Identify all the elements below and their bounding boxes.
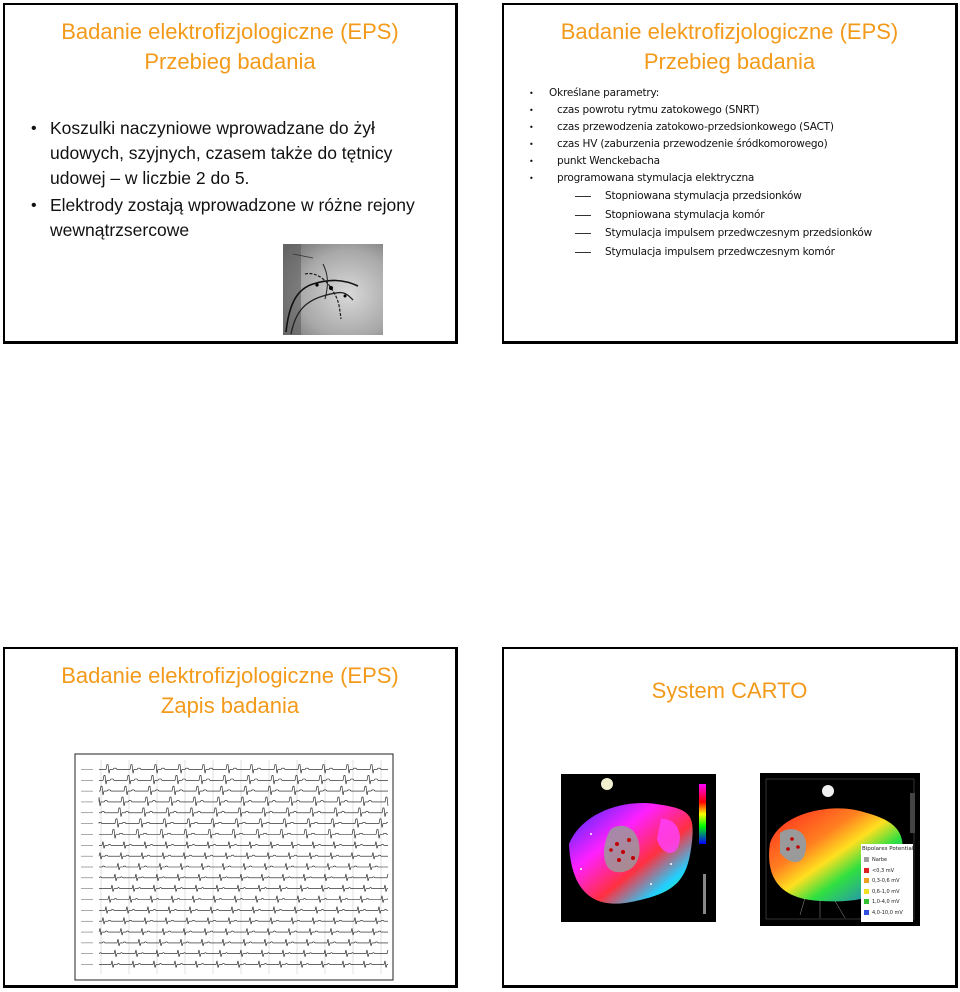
slide-title-line-2: Przebieg badania <box>643 49 816 74</box>
legend-item <box>864 889 900 895</box>
dash-icon <box>575 215 591 216</box>
bullet-icon: • <box>529 157 534 166</box>
legend-swatch <box>864 910 869 915</box>
legend-label: 0,3-0,6 mV <box>872 878 900 884</box>
slide-title-line-1: Badanie elektrofizjologiczne (EPS) <box>61 19 399 44</box>
slide-title-line-1: Badanie elektrofizjologiczne (EPS) <box>61 663 399 688</box>
bullet-list <box>29 116 439 245</box>
legend-title: Bipolares Potential <box>862 846 914 852</box>
list-item <box>529 102 949 119</box>
legend-item <box>864 857 887 863</box>
carto-map-image-left <box>561 774 716 922</box>
sub-list-item <box>529 187 949 206</box>
list-item-text: Stymulacja impulsem przedwczesnym komór <box>605 245 835 258</box>
legend-label: 1,0-4,0 mV <box>872 899 900 905</box>
sub-list-item <box>529 243 949 262</box>
list-item-text: czas powrotu rytmu zatokowego (SNRT) <box>557 104 760 116</box>
sub-list-item <box>529 206 949 225</box>
list-item <box>529 153 949 170</box>
legend-swatch <box>864 899 869 904</box>
slide-title <box>5 661 455 721</box>
bullet-icon: • <box>529 174 534 183</box>
dash-icon <box>575 252 591 253</box>
dash-icon <box>575 196 591 197</box>
ecg-recording-image <box>73 752 395 984</box>
bullet-item <box>29 116 439 191</box>
dash-icon <box>575 233 591 234</box>
slide-1 <box>3 3 458 344</box>
legend-item <box>864 878 900 884</box>
bullet-icon: • <box>529 123 534 132</box>
slide-title <box>5 17 455 77</box>
legend-label: <0,3 mV <box>872 867 895 874</box>
legend-label: 4,0-10,0 mV <box>872 909 903 916</box>
legend-swatch <box>864 878 869 883</box>
parameter-list <box>529 85 949 261</box>
list-item-text: Stymulacja impulsem przedwczesnym przedsionków <box>605 227 873 239</box>
legend-label: Narbe <box>872 857 888 863</box>
bullet-item <box>29 193 439 243</box>
legend-label: 0,6-1,0 mV <box>872 888 900 895</box>
list-item <box>529 119 949 136</box>
legend-swatch <box>864 868 869 873</box>
legend-swatch <box>864 857 869 862</box>
slide-2 <box>502 3 958 344</box>
slide-title-line-2: Przebieg badania <box>144 49 316 74</box>
bullet-text: Koszulki naczyniowe wprowadzane do żył udowych, szyjnych, czasem także do tętnicy udowej – w liczbie 2 do 5. <box>50 118 393 188</box>
list-item-text: czas przewodzenia zatokowo-przedsionkowego (SACT) <box>557 121 834 133</box>
legend-swatch <box>864 889 869 894</box>
bullet-icon: • <box>31 197 37 214</box>
bullet-icon: • <box>529 140 534 149</box>
sub-list-item <box>529 224 949 243</box>
list-item-text: Stopniowana stymulacja przedsionków <box>605 190 802 202</box>
bullet-icon: • <box>529 89 534 98</box>
slide-4 <box>502 647 958 988</box>
list-item-text: programowana stymulacja elektryczna <box>557 172 755 184</box>
bullet-icon: • <box>529 106 534 115</box>
xray-image <box>283 244 383 335</box>
slide-title-line-1: Badanie elektrofizjologiczne (EPS) <box>560 19 899 44</box>
slide-title-line: System CARTO <box>651 678 808 703</box>
slide-3 <box>3 647 458 988</box>
list-item <box>529 85 949 102</box>
list-item-text: Stopniowana stymulacja komór <box>605 208 765 221</box>
legend-item <box>864 868 894 874</box>
slide-title-line-2: Zapis badania <box>160 693 300 718</box>
slide-title <box>504 676 955 706</box>
list-item <box>529 136 949 153</box>
list-item-text: czas HV (zaburzenia przewodzenie śródkomorowego) <box>557 138 828 150</box>
legend-item <box>864 910 903 916</box>
legend-item <box>864 899 900 905</box>
list-item-text: Określane parametry: <box>549 87 660 99</box>
bullet-text: Elektrody zostają wprowadzone w różne rejony wewnątrzsercowe <box>50 195 415 240</box>
bullet-icon: • <box>31 120 37 137</box>
list-item-text: punkt Wenckebacha <box>557 155 660 167</box>
list-item <box>529 170 949 187</box>
slide-title <box>504 17 955 77</box>
